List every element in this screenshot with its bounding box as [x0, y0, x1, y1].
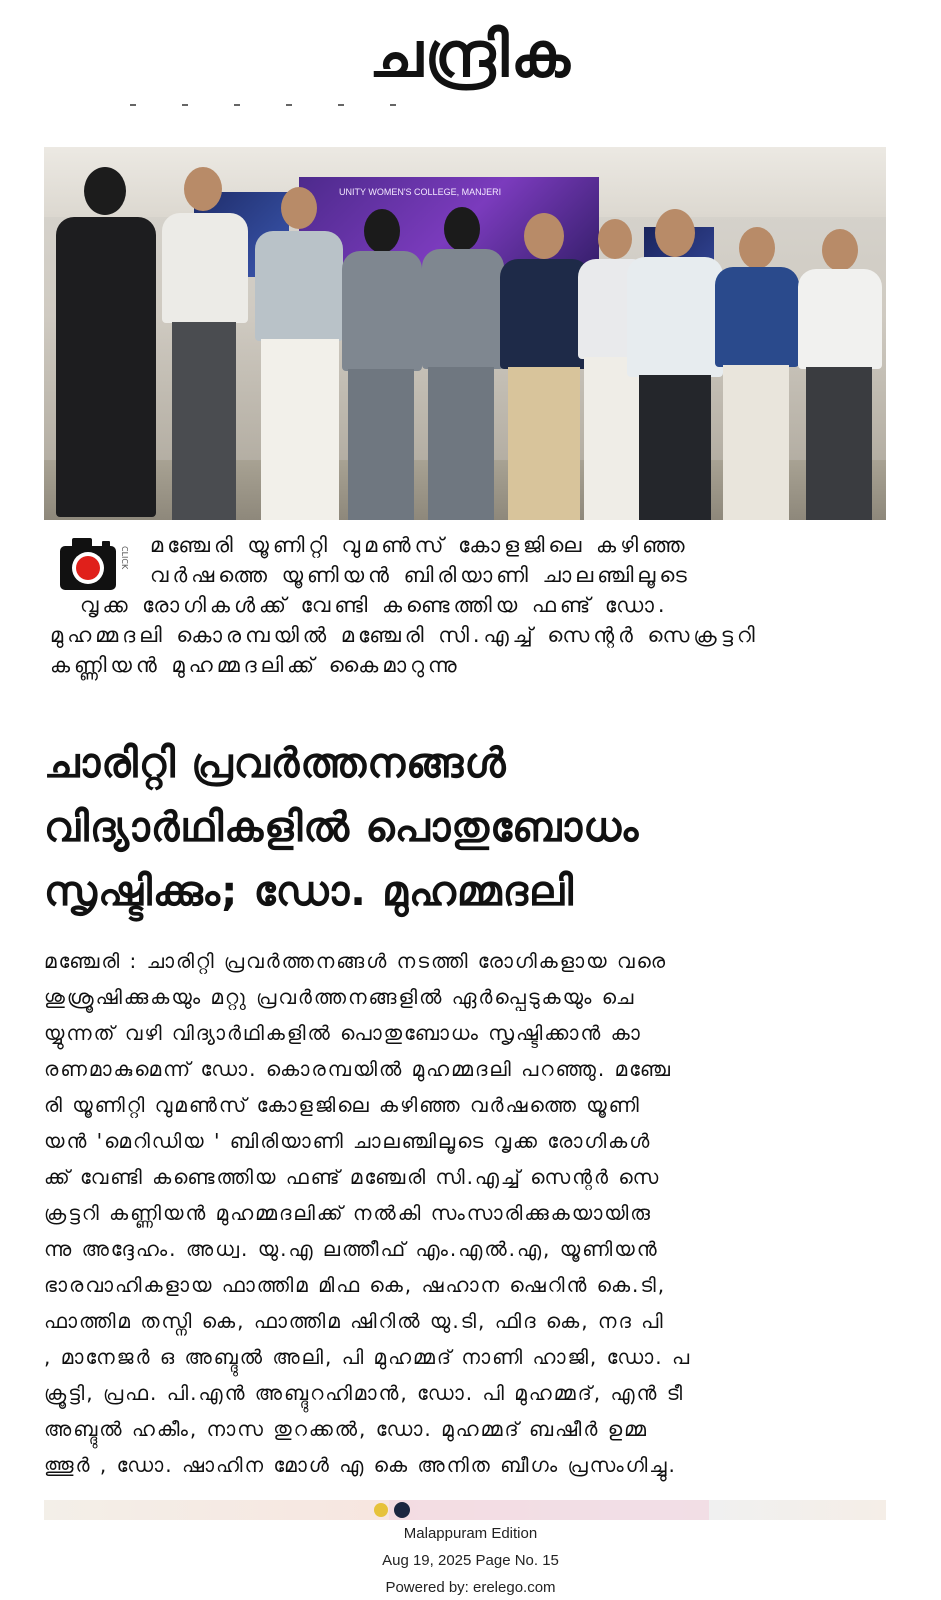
- camera-click-icon: [58, 532, 128, 592]
- article-line: ശുശ്രൂഷിക്കുകയും മറ്റു പ്രവർത്തനങ്ങളിൽ ഏർപ്പെടുകയും ചെ: [44, 985, 636, 1009]
- newspaper-title: ചന്ദ്രിക: [369, 18, 572, 91]
- camera-click-label: CLICK: [120, 546, 129, 570]
- article-line: ത്തൂർ , ഡോ. ഷാഹിന മോൾ എ കെ അനിത ബീഗം പ്രസംഗിച്ചു.: [44, 1453, 677, 1477]
- article-line: ന്നു അദ്ദേഹം. അധ്വ. യു.എ ലത്തീഫ് എം.എൽ.എ, യൂണിയൻ: [44, 1237, 659, 1261]
- headline-line: സൃഷ്ടിക്കും; ഡോ. മുഹമ്മദലി: [44, 867, 574, 915]
- article-line: രി യൂണിറ്റി വുമൺസ് കോളജിലെ കഴിഞ്ഞ വർഷത്തെ യൂണി: [44, 1093, 641, 1117]
- banner-text: UNITY WOMEN'S COLLEGE, MANJERI: [339, 187, 502, 197]
- date-page-label: Aug 19, 2025 Page No. 15: [382, 1552, 559, 1569]
- caption-line: കണ്ണിയൻ മുഹമ്മദലിക്ക് കൈമാറുന്നു: [50, 653, 461, 677]
- caption-line: വൃക്ക രോഗികൾക്ക് വേണ്ടി കണ്ടെത്തിയ ഫണ്ട് ഡോ.: [80, 593, 669, 617]
- caption-line: മഞ്ചേരി യൂണിറ്റി വുമൺസ് കോളജിലെ കഴിഞ്ഞ: [150, 533, 689, 557]
- powered-by-link[interactable]: Powered by: erelego.com: [385, 1579, 556, 1596]
- caption-line: വർഷത്തെ യൂണിയൻ ബിരിയാണി ചാലഞ്ചിലൂടെ: [150, 563, 691, 587]
- person-9: [709, 147, 804, 520]
- caption-line: മുഹമ്മദലി കൊരമ്പയിൽ മഞ്ചേരി സി.എച്ച് സെന്റർ സെക്രട്ടറി: [50, 623, 759, 647]
- article-line: ക്ക് വേണ്ടി കണ്ടെത്തിയ ഫണ്ട് മഞ്ചേരി സി.എച്ച് സെന്റർ സെ: [44, 1165, 661, 1189]
- headline-line: ചാരിറ്റി പ്രവർത്തനങ്ങൾ: [44, 739, 507, 787]
- masthead-dots: [130, 104, 460, 110]
- masthead: [0, 10, 941, 100]
- article-line: ഫാത്തിമ തസ്നി കെ, ഫാത്തിമ ഷിറിൽ യു.ടി, ഫിദ കെ, നദ പി: [44, 1309, 665, 1333]
- headline-line: വിദ്യാർഥികളിൽ പൊതുബോധം: [44, 803, 640, 851]
- article-line: രണമാകുമെന്ന് ഡോ. കൊരമ്പയിൽ മുഹമ്മദലി പറഞ്ഞു. മഞ്ചേ: [44, 1057, 672, 1081]
- article-line: യൻ 'മെറിഡിയ ' ബിരിയാണി ചാലഞ്ചിലൂടെ വൃക്ക രോഗികൾ: [44, 1129, 652, 1153]
- person-10: [792, 147, 886, 520]
- person-1: [44, 147, 164, 520]
- edition-label: Malappuram Edition: [403, 1525, 538, 1542]
- article-line: അബ്ദുൽ ഹകീം, നാസ തുറക്കൽ, ഡോ. മുഹമ്മദ് ബഷീർ ഉമ്മ: [44, 1417, 648, 1441]
- article-line: യ്യുന്നത് വഴി വിദ്യാർഥികളിൽ പൊതുബോധം സൃഷ്ടിക്കാൻ കാ: [44, 1021, 642, 1045]
- article-line: ക്രൂട്ടി, പ്രഫ. പി.എൻ അബ്ദുറഹിമാൻ, ഡോ. പി മുഹമ്മദ്, എൻ ടീ: [44, 1381, 685, 1405]
- article-line: മഞ്ചേരി : ചാരിറ്റി പ്രവർത്തനങ്ങൾ നടത്തി രോഗികളായ വരെ: [44, 949, 668, 973]
- article-line: ഭാരവാഹികളായ ഫാത്തിമ മിഫ കെ, ഷഹാന ഷെറിൻ കെ.ടി,: [44, 1273, 667, 1297]
- news-photo: [44, 147, 886, 520]
- next-article-photo-strip: [44, 1500, 886, 1520]
- article-line: ക്രട്ടറി കണ്ണിയൻ മുഹമ്മദലിക്ക് നൽകി സംസാരിക്കുകയായിരു: [44, 1201, 652, 1225]
- article-line: , മാനേജർ ഒ അബ്ദുൽ അലി, പി മുഹമ്മദ് നാണി ഹാജി, ഡോ. പ: [44, 1345, 692, 1369]
- person-2: [154, 147, 254, 520]
